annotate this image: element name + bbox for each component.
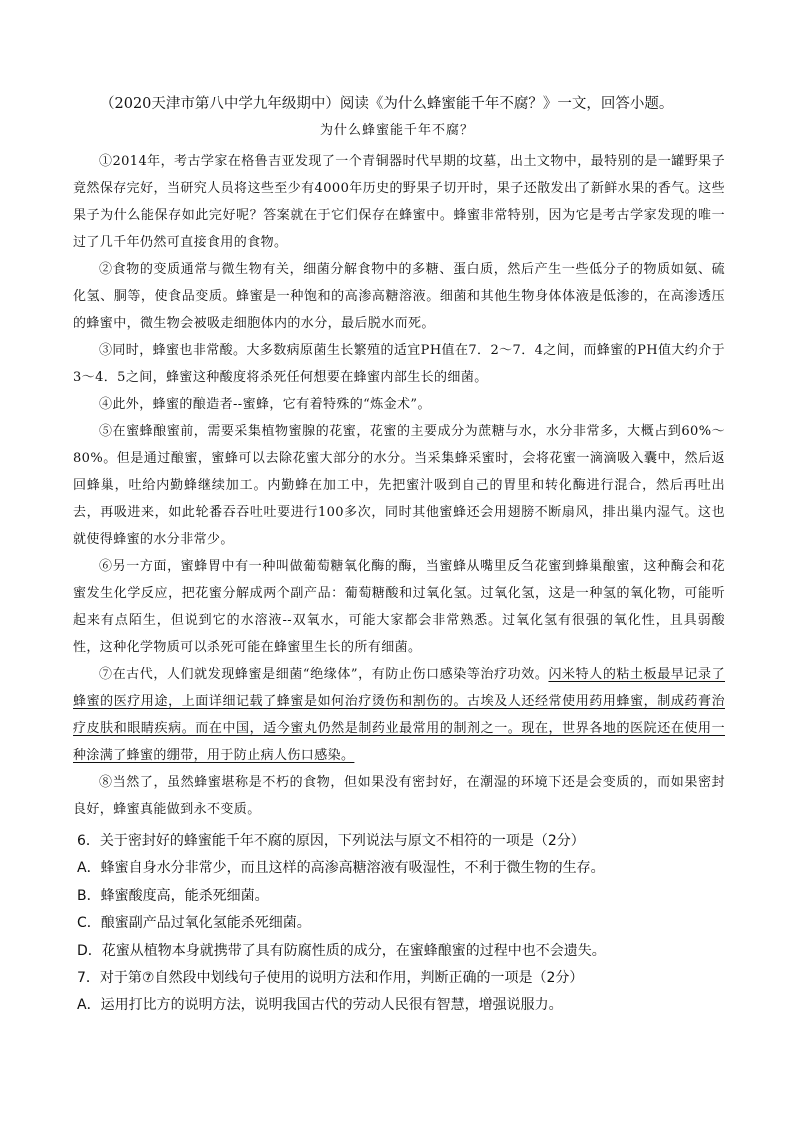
questions-section bbox=[77, 828, 727, 1020]
paragraph-4: ④此外，蜂蜜的酿造者--蜜蜂，它有着特殊的“炼金术”。 bbox=[99, 397, 431, 412]
question-6-option-d: D．花蜜从植物本身就携带了具有防腐性质的成分，在蜜蜂酿蜜的过程中也不会遗失。 bbox=[77, 942, 606, 959]
question-6-option-b: B．蜂蜜酸度高，能杀死细菌。 bbox=[77, 887, 269, 904]
question-7: 7．对于第⑦自然段中划线句子使用的说明方法和作用，判断正确的一项是（2分） bbox=[77, 970, 584, 987]
article-passage bbox=[73, 148, 725, 823]
paragraph-7 bbox=[73, 661, 725, 769]
paragraph-1: ①2014年，考古学家在格鲁吉亚发现了一个青铜器时代早期的坟墓，出土文物中，最特别的是一罐野果子竟然保存完好，当研究人员将这些至少有4000年历史的野果子切开时，果子还散发出了新鲜水果的香气。这些果子为什么能保存如此完好呢？答案就在于它们保存在蜂蜜中。蜂蜜非常特别，因为它是考古学家发现的唯一过了几千年仍然可直接食用的食物。 bbox=[73, 154, 725, 250]
paragraph-2: ②食物的变质通常与微生物有关，细菌分解食物中的多糖、蛋白质，然后产生一些低分子的物质如氨、硫化氢、胴等，使食品变质。蜂蜜是一种饱和的高渗高糖溶液。细菌和其他生物身体体液是低渗的，在高渗透压的蜂蜜中，微生物会被吸走细胞体内的水分，最后脱水而死。 bbox=[73, 262, 725, 331]
article-title: 为什么蜂蜜能千年不腐？ bbox=[319, 123, 474, 138]
question-6-option-c: C．酿蜜副产品过氧化氢能杀死细菌。 bbox=[77, 915, 311, 932]
paragraph-7-plain: ⑦在古代，人们就发现蜂蜜是细菌“绝缘体”，有防止伤口感染等治疗功效。 bbox=[99, 667, 549, 682]
question-7-option-a: A．运用打比方的说明方法，说明我国古代的劳动人民很有智慧，增强说服力。 bbox=[77, 997, 563, 1014]
question-intro: （2020天津市第八中学九年级期中）阅读《为什么蜂蜜能千年不腐？》一文，回答小题。 bbox=[100, 96, 674, 112]
paragraph-5: ⑤在蜜蜂酿蜜前，需要采集植物蜜腺的花蜜，花蜜的主要成分为蔗糖与水，水分非常多，大概占到60%～80%。但是通过酿蜜，蜜蜂可以去除花蜜大部分的水分。当采集蜂采蜜时，会将花蜜一滴滴吸入囊中，然后返回蜂巢，吐给内勤蜂继续加工。内勤蜂在加工中，先把蜜汁吸到自己的胃里和转化酶进行混合，然后再吐出去，再吸进来，如此轮番吞吞吐吐要进行100多次，同时其他蜜蜂还会用翅膀不断扇风，排出巢内湿气。这也就使得蜂蜜的水分非常少。 bbox=[73, 424, 725, 547]
paragraph-6: ⑥另一方面，蜜蜂胃中有一种叫做葡萄糖氧化酶的酶，当蜜蜂从嘴里反刍花蜜到蜂巢酿蜜，这种酶会和花蜜发生化学反应，把花蜜分解成两个副产品：葡萄糖酸和过氧化氢。过氧化氢，这是一种氢的氧化物，可能听起来有点陌生，但说到它的水溶液--双氧水，可能大家都会非常熟悉。过氧化氢有很强的氧化性，且具弱酸性，这种化学物质可以杀死可能在蜂蜜里生长的所有细菌。 bbox=[73, 559, 725, 655]
paragraph-3: ③同时，蜂蜜也非常酸。大多数病原菌生长繁殖的适宜PH值在7．2～7．4之间，而蜂蜜的PH值大约介于3～4．5之间，蜂蜜这种酸度将杀死任何想要在蜂蜜内部生长的细菌。 bbox=[73, 343, 725, 385]
question-6-option-a: A．蜂蜜自身水分非常少，而且这样的高渗高糖溶液有吸湿性，不利于微生物的生存。 bbox=[77, 860, 605, 877]
paragraph-7-underlined: 闪米特人的粘土板最早记录了蜂蜜的医疗用途，上面详细记载了蜂蜜是如何治疗烫伤和割伤的。古埃及人还经常使用药用蜂蜜，制成药膏治疗皮肤和眼睛疾病。而在中国，适今蜜丸仍然是制药业最常用的制剂之一。现在，世界各地的医院还在使用一种涂满了蜂蜜的绷带，用于防止病人伤口感染。 bbox=[73, 667, 725, 763]
question-6: 6．关于密封好的蜂蜜能千年不腐的原因，下列说法与原文不相符的一项是（2分） bbox=[77, 833, 585, 849]
paragraph-8: ⑧当然了，虽然蜂蜜堪称是不朽的食物，但如果没有密封好，在潮湿的环境下还是会变质的，而如果密封良好，蜂蜜真能做到永不变质。 bbox=[73, 775, 725, 817]
